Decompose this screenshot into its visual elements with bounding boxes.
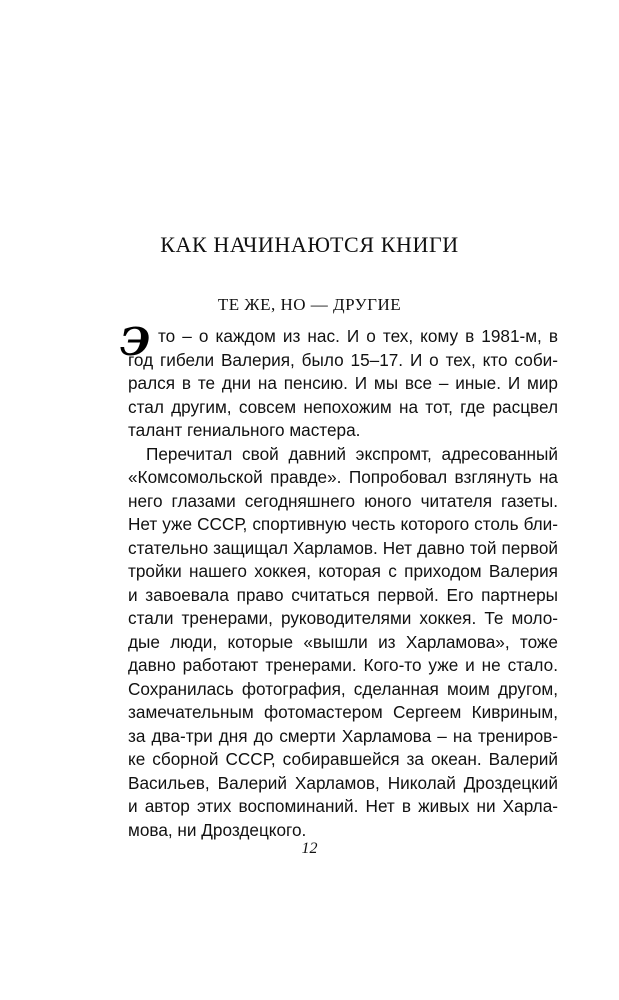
text-line: замечательным фотомастером Сергеем Кивриным,: [128, 702, 558, 722]
paragraph-2: [128, 443, 558, 843]
text-line: стали тренерами, руководителями хоккея. Те моло-: [128, 608, 558, 628]
text-line: ке сборной СССР, собиравшейся за океан. Валерий: [128, 749, 558, 769]
text-line: стательно защищал Харламов. Нет давно той первой: [128, 537, 558, 558]
text-line: стал другим, совсем непохожим на тот, где расцвел: [128, 396, 558, 417]
text-line: «Комсомольской правде». Попробовал взглянуть на: [128, 467, 558, 487]
drop-cap: Э: [120, 319, 151, 364]
chapter-title: КАК НАЧИНАЮТСЯ КНИГИ: [160, 232, 459, 257]
text-line: Сохранилась фотография, сделанная моим другом,: [128, 678, 558, 699]
text-line: год гибели Валерия, было 15–17. И о тех, кто соби-: [128, 349, 558, 370]
text-line: тройки нашего хоккея, которая с приходом Валерия: [128, 561, 558, 581]
page-number: 12: [301, 840, 318, 857]
paragraph-1: [120, 319, 558, 443]
text-line: и завоевала право считаться первой. Его партнеры: [128, 584, 558, 605]
text-line: него глазами сегодняшнего юного читателя газеты.: [128, 490, 558, 511]
section-title: ТЕ ЖЕ, НО — ДРУГИЕ: [217, 295, 402, 314]
text-line: рался в те дни на пенсию. И мы все – иные. И мир: [128, 373, 558, 393]
text-line: за два-три дня до смерти Харламова – на трениров-: [128, 725, 558, 746]
text-line: Нет уже СССР, спортивную честь которого столь бли-: [128, 514, 558, 534]
text-line: Васильев, Валерий Харламов, Николай Дроздецкий: [128, 772, 558, 793]
text-line: талант гениального мастера.: [128, 420, 361, 440]
text-line: Перечитал свой давний экспромт, адресованный: [146, 443, 558, 464]
body-text: [120, 319, 558, 842]
text-line: давно работают тренерами. Кого-то уже и не стало.: [128, 655, 558, 675]
text-line: то – о каждом из нас. И о тех, кому в 1981-м, в: [158, 326, 558, 346]
text-line: дые люди, которые «вышли из Харламова», тоже: [128, 631, 558, 652]
text-line: и автор этих воспоминаний. Нет в живых ни Харла-: [128, 796, 558, 816]
text-line: мова, ни Дроздецкого.: [128, 819, 307, 840]
